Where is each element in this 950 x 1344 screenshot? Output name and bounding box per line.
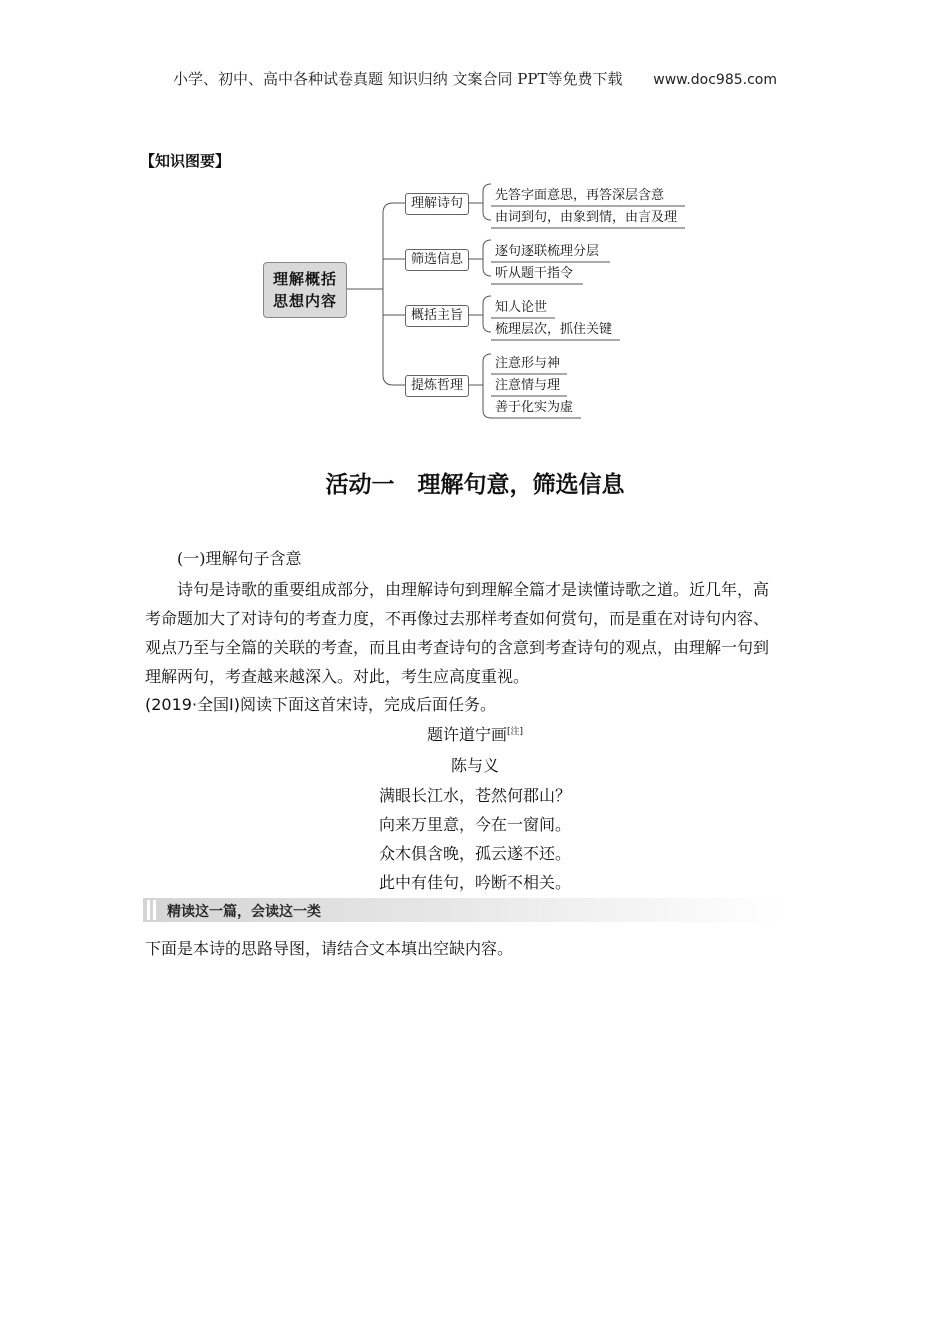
instruction-line: 下面是本诗的思路导图，请结合文本填出空缺内容。 [145, 939, 514, 958]
page-header [0, 68, 950, 89]
leaf-2-1: 逐句逐联梳理分层 [495, 244, 600, 259]
knowledge-map-title: 【知识图要】 [140, 152, 231, 170]
leaf-2-2: 听从题干指令 [495, 266, 574, 281]
section-banner [143, 898, 788, 922]
activity-title: 活动一 理解句意，筛选信息 [325, 472, 625, 498]
branch-understand-lines: 理解诗句 [405, 193, 469, 215]
poem-author: 陈与义 [450, 756, 499, 775]
paragraph-line-2: 考命题加大了对诗句的考查力度，不再像过去那样考查如何赏句，而是重在对诗句内容、 [145, 609, 770, 628]
task-line: (2019·全国Ⅰ)阅读下面这首宋诗，完成后面任务。 [145, 695, 497, 714]
leaf-3-2: 梳理层次，抓住关键 [495, 322, 613, 337]
banner-stripe [147, 900, 150, 920]
poem-title [0, 722, 950, 745]
knowledge-mind-map [255, 178, 705, 428]
branch-filter-info: 筛选信息 [405, 249, 469, 271]
paragraph-line-3: 观点乃至与全篇的关联的考查，而且由考查诗句的含意到考查诗句的观点，由理解一句到 [145, 638, 770, 657]
leaf-4-1: 注意形与神 [495, 356, 561, 371]
branch-extract-philosophy: 提炼哲理 [405, 375, 469, 397]
leaf-1-1: 先答字面意思，再答深层含意 [495, 188, 665, 203]
leaf-4-3: 善于化实为虚 [495, 400, 574, 415]
paragraph-line-4: 理解两句，考查越来越深入。对此，考生应高度重视。 [145, 667, 530, 686]
root-line-1: 理解概括 [272, 270, 337, 288]
poem-title-text: 题许道宁画 [426, 725, 507, 744]
leaf-4-2: 注意情与理 [495, 378, 561, 393]
poem-line-3: 众木俱含晚，孤云遂不还。 [378, 844, 571, 863]
banner-stripe [153, 900, 156, 920]
leaf-1-2: 由词到句，由象到情，由言及理 [495, 210, 678, 225]
root-line-2: 思想内容 [272, 292, 337, 310]
poem-note-mark: [注] [506, 727, 524, 737]
header-text: 小学、初中、高中各种试卷真题 知识归纳 文案合同 PPT等免费下载 [172, 70, 623, 88]
section-heading: (一)理解句子含意 [177, 549, 302, 568]
branch-summarize-theme: 概括主旨 [405, 305, 469, 327]
paragraph-line-1: 诗句是诗歌的重要组成部分，由理解诗句到理解全篇才是读懂诗歌之道。近几年，高 [177, 580, 770, 599]
banner-text: 精读这一篇，会读这一类 [167, 904, 321, 920]
leaf-3-1: 知人论世 [495, 300, 548, 315]
poem-line-2: 向来万里意，今在一窗间。 [378, 815, 571, 834]
poem-line-4: 此中有佳句，吟断不相关。 [378, 873, 571, 892]
poem-line-1: 满眼长江水，苍然何郡山？ [378, 786, 571, 805]
mind-map-root [263, 262, 347, 318]
header-site: www.doc985.com [653, 72, 778, 88]
